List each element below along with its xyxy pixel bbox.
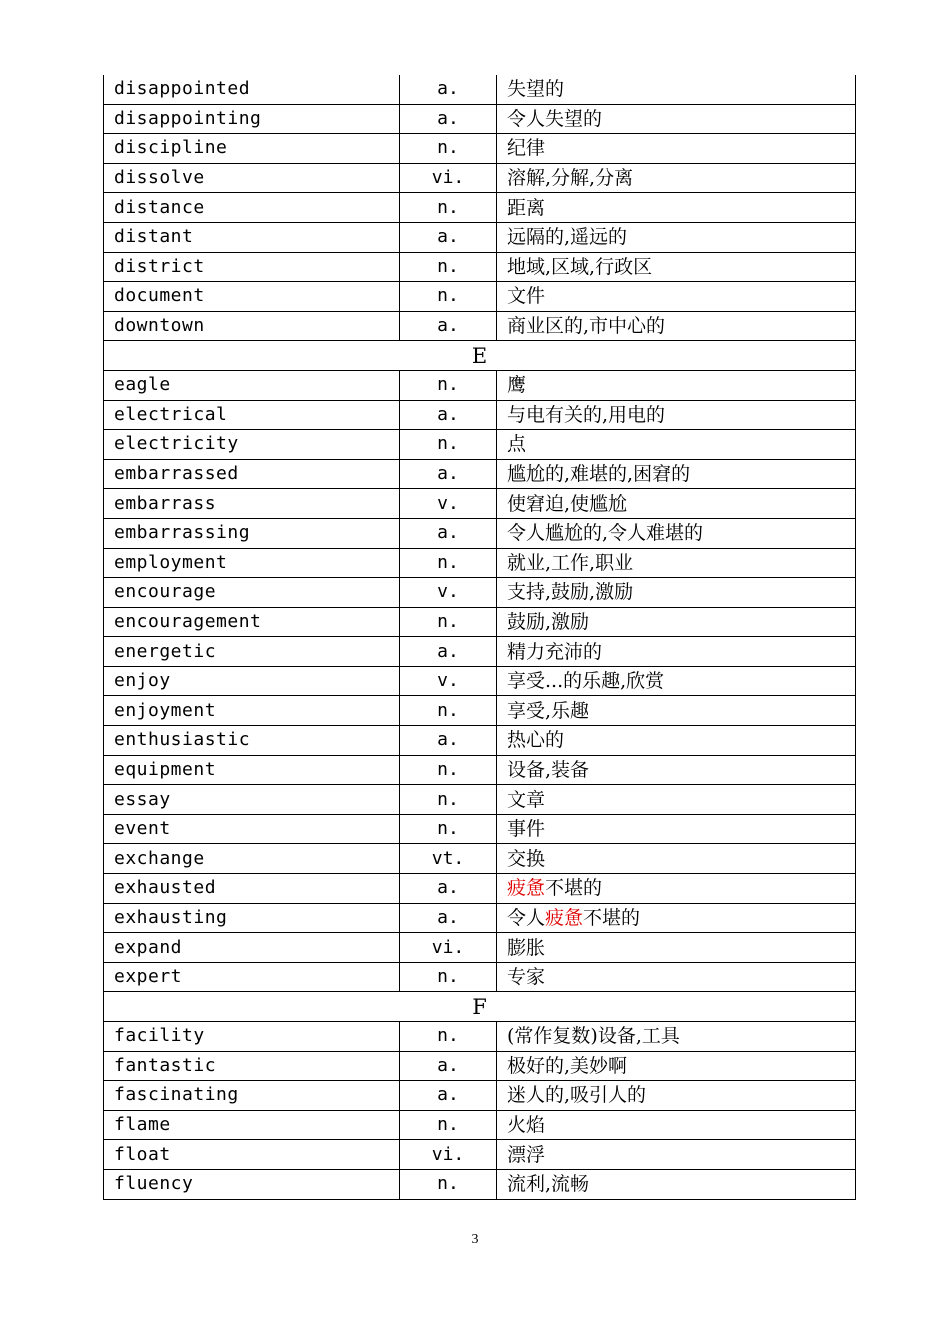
part-of-speech: n. — [400, 1169, 497, 1199]
chinese-meaning: 文章 — [497, 785, 856, 815]
vocab-row — [104, 75, 856, 104]
vocab-row — [104, 933, 856, 963]
highlighted-text: 疲惫 — [507, 877, 546, 900]
chinese-meaning: 尴尬的,难堪的,困窘的 — [497, 459, 856, 489]
chinese-meaning: 极好的,美妙啊 — [497, 1051, 856, 1081]
chinese-meaning: 失望的 — [497, 75, 856, 104]
chinese-meaning: 溶解,分解,分离 — [497, 163, 856, 193]
vocab-row — [104, 844, 856, 874]
chinese-meaning: 地域,区域,行政区 — [497, 252, 856, 282]
meaning-text: 不堪的 — [545, 877, 603, 900]
vocab-word: enjoyment — [104, 696, 400, 726]
vocab-word: discipline — [104, 134, 400, 164]
vocab-row — [104, 1051, 856, 1081]
part-of-speech: n. — [400, 370, 497, 400]
vocab-row — [104, 637, 856, 667]
part-of-speech: n. — [400, 282, 497, 312]
chinese-meaning — [497, 874, 856, 904]
chinese-meaning: 事件 — [497, 814, 856, 844]
part-of-speech: a. — [400, 1081, 497, 1111]
vocab-word: fluency — [104, 1169, 400, 1199]
vocab-word: enjoy — [104, 666, 400, 696]
part-of-speech: a. — [400, 726, 497, 756]
part-of-speech: a. — [400, 518, 497, 548]
vocab-row — [104, 578, 856, 608]
part-of-speech: vi. — [400, 163, 497, 193]
vocabulary-table — [103, 75, 856, 1200]
vocab-word: district — [104, 252, 400, 282]
vocab-word: disappointed — [104, 75, 400, 104]
vocab-row — [104, 726, 856, 756]
vocab-word: distant — [104, 222, 400, 252]
vocab-word: embarrass — [104, 489, 400, 519]
vocab-row — [104, 222, 856, 252]
part-of-speech: n. — [400, 607, 497, 637]
part-of-speech: v. — [400, 666, 497, 696]
vocab-row — [104, 1022, 856, 1052]
vocabulary-table-body — [104, 75, 856, 1199]
vocab-word: downtown — [104, 311, 400, 341]
vocab-row — [104, 1081, 856, 1111]
section-letter: F — [104, 992, 856, 1022]
part-of-speech: n. — [400, 1022, 497, 1052]
vocab-word: embarrassing — [104, 518, 400, 548]
part-of-speech: n. — [400, 814, 497, 844]
highlighted-text: 疲惫 — [545, 906, 584, 929]
part-of-speech: n. — [400, 1110, 497, 1140]
vocab-row — [104, 666, 856, 696]
chinese-meaning: 交换 — [497, 844, 856, 874]
chinese-meaning: 火焰 — [497, 1110, 856, 1140]
vocab-word: exhausting — [104, 903, 400, 933]
vocab-word: electricity — [104, 430, 400, 460]
part-of-speech: n. — [400, 755, 497, 785]
vocab-row — [104, 696, 856, 726]
part-of-speech: vi. — [400, 1140, 497, 1170]
vocab-row — [104, 1169, 856, 1199]
vocab-row — [104, 607, 856, 637]
vocab-row — [104, 193, 856, 223]
chinese-meaning: 远隔的,遥远的 — [497, 222, 856, 252]
vocab-word: expert — [104, 962, 400, 992]
vocab-row — [104, 311, 856, 341]
vocab-row — [104, 755, 856, 785]
part-of-speech: n. — [400, 252, 497, 282]
vocab-word: float — [104, 1140, 400, 1170]
chinese-meaning: 点 — [497, 430, 856, 460]
vocab-word: expand — [104, 933, 400, 963]
section-header-row — [104, 341, 856, 371]
chinese-meaning: (常作复数)设备,工具 — [497, 1022, 856, 1052]
chinese-meaning: 使窘迫,使尴尬 — [497, 489, 856, 519]
vocab-row — [104, 903, 856, 933]
vocab-word: essay — [104, 785, 400, 815]
part-of-speech: a. — [400, 75, 497, 104]
chinese-meaning: 距离 — [497, 193, 856, 223]
vocab-word: employment — [104, 548, 400, 578]
part-of-speech: a. — [400, 104, 497, 134]
vocab-row — [104, 1110, 856, 1140]
vocab-row — [104, 282, 856, 312]
part-of-speech: v. — [400, 489, 497, 519]
vocab-word: eagle — [104, 370, 400, 400]
vocab-word: enthusiastic — [104, 726, 400, 756]
vocab-word: document — [104, 282, 400, 312]
part-of-speech: a. — [400, 459, 497, 489]
chinese-meaning: 迷人的,吸引人的 — [497, 1081, 856, 1111]
vocab-word: distance — [104, 193, 400, 223]
chinese-meaning: 与电有关的,用电的 — [497, 400, 856, 430]
part-of-speech: a. — [400, 222, 497, 252]
vocab-word: encouragement — [104, 607, 400, 637]
vocab-row — [104, 548, 856, 578]
vocab-row — [104, 104, 856, 134]
vocab-row — [104, 518, 856, 548]
part-of-speech: n. — [400, 962, 497, 992]
chinese-meaning: 精力充沛的 — [497, 637, 856, 667]
chinese-meaning: 令人尴尬的,令人难堪的 — [497, 518, 856, 548]
chinese-meaning — [497, 903, 856, 933]
chinese-meaning: 文件 — [497, 282, 856, 312]
section-header-row — [104, 992, 856, 1022]
part-of-speech: n. — [400, 696, 497, 726]
part-of-speech: n. — [400, 430, 497, 460]
vocab-word: electrical — [104, 400, 400, 430]
part-of-speech: n. — [400, 134, 497, 164]
vocab-word: encourage — [104, 578, 400, 608]
vocab-word: disappointing — [104, 104, 400, 134]
part-of-speech: vi. — [400, 933, 497, 963]
chinese-meaning: 鹰 — [497, 370, 856, 400]
vocab-row — [104, 785, 856, 815]
chinese-meaning: 流利,流畅 — [497, 1169, 856, 1199]
vocab-word: embarrassed — [104, 459, 400, 489]
vocab-row — [104, 489, 856, 519]
part-of-speech: vt. — [400, 844, 497, 874]
vocab-row — [104, 874, 856, 904]
part-of-speech: v. — [400, 578, 497, 608]
vocab-word: exchange — [104, 844, 400, 874]
vocab-row — [104, 163, 856, 193]
chinese-meaning: 鼓励,激励 — [497, 607, 856, 637]
vocab-row — [104, 1140, 856, 1170]
part-of-speech: a. — [400, 1051, 497, 1081]
vocab-row — [104, 370, 856, 400]
chinese-meaning: 设备,装备 — [497, 755, 856, 785]
meaning-text: 令人 — [507, 906, 546, 929]
chinese-meaning: 商业区的,市中心的 — [497, 311, 856, 341]
vocab-word: equipment — [104, 755, 400, 785]
vocab-word: flame — [104, 1110, 400, 1140]
chinese-meaning: 就业,工作,职业 — [497, 548, 856, 578]
vocab-word: fantastic — [104, 1051, 400, 1081]
vocab-row — [104, 962, 856, 992]
part-of-speech: n. — [400, 548, 497, 578]
part-of-speech: n. — [400, 193, 497, 223]
part-of-speech: a. — [400, 311, 497, 341]
vocab-word: exhausted — [104, 874, 400, 904]
part-of-speech: n. — [400, 785, 497, 815]
vocab-row — [104, 134, 856, 164]
part-of-speech: a. — [400, 637, 497, 667]
vocab-word: energetic — [104, 637, 400, 667]
chinese-meaning: 支持,鼓励,激励 — [497, 578, 856, 608]
chinese-meaning: 享受,乐趣 — [497, 696, 856, 726]
chinese-meaning: 纪律 — [497, 134, 856, 164]
chinese-meaning: 享受...的乐趣,欣赏 — [497, 666, 856, 696]
vocab-row — [104, 400, 856, 430]
vocab-row — [104, 430, 856, 460]
part-of-speech: a. — [400, 400, 497, 430]
chinese-meaning: 热心的 — [497, 726, 856, 756]
vocab-word: fascinating — [104, 1081, 400, 1111]
vocab-row — [104, 814, 856, 844]
chinese-meaning: 令人失望的 — [497, 104, 856, 134]
vocab-word: event — [104, 814, 400, 844]
vocab-word: facility — [104, 1022, 400, 1052]
part-of-speech: a. — [400, 903, 497, 933]
chinese-meaning: 漂浮 — [497, 1140, 856, 1170]
chinese-meaning: 膨胀 — [497, 933, 856, 963]
vocab-row — [104, 459, 856, 489]
part-of-speech: a. — [400, 874, 497, 904]
vocab-word: dissolve — [104, 163, 400, 193]
section-letter: E — [104, 341, 856, 371]
vocab-row — [104, 252, 856, 282]
meaning-text: 不堪的 — [583, 906, 641, 929]
page-number: 3 — [471, 1232, 479, 1247]
chinese-meaning: 专家 — [497, 962, 856, 992]
